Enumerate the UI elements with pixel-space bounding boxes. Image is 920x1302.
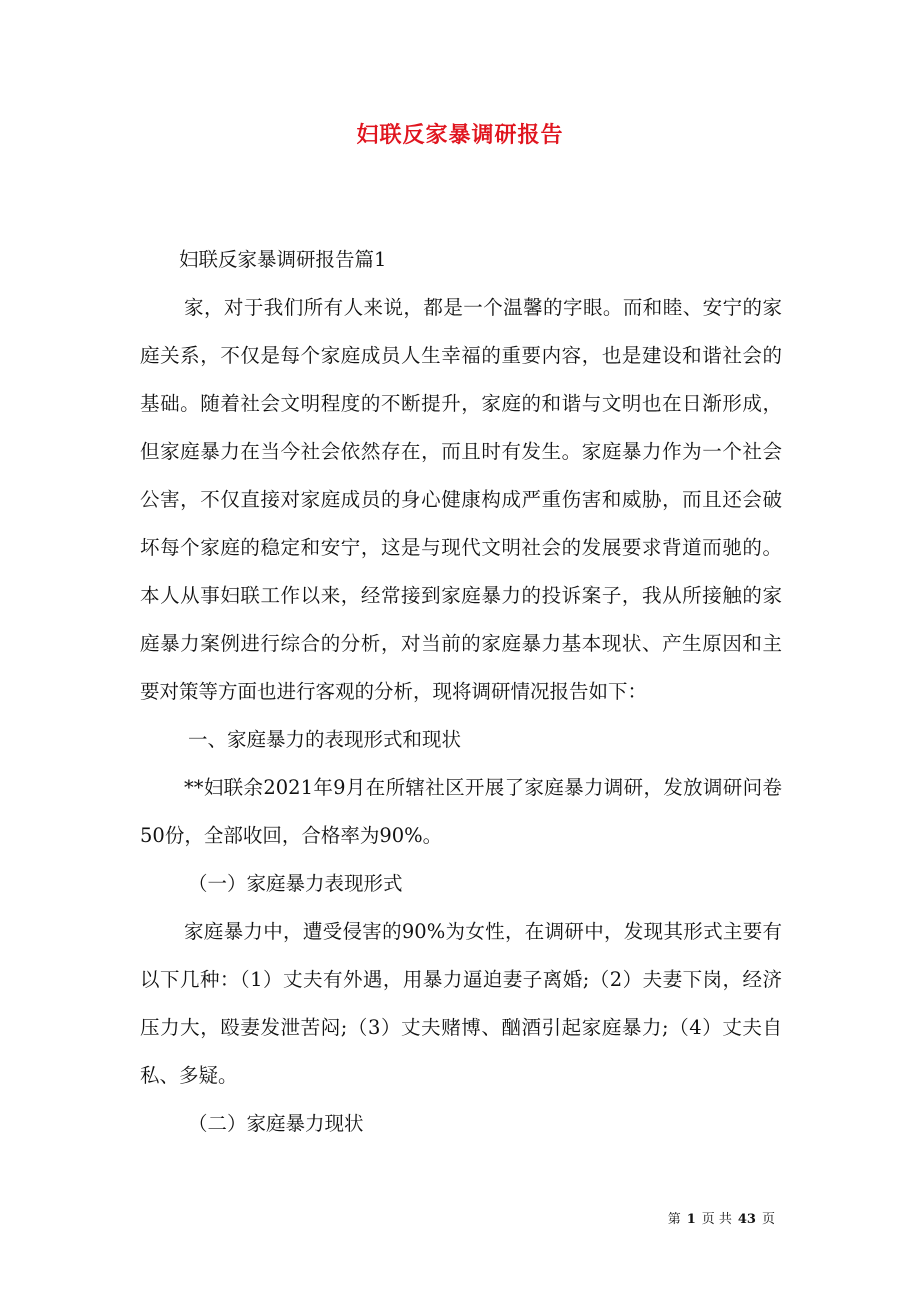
subsection-heading-2: （二）家庭暴力现状 (188, 1112, 364, 1135)
document-title: 妇联反家暴调研报告 (356, 122, 564, 148)
footer-page-number: 1 (686, 1212, 696, 1227)
section-heading-1: 一、家庭暴力的表现形式和现状 (188, 728, 462, 751)
document-body (140, 236, 782, 1148)
forms-paragraph: 家庭暴力中，遭受侵害的90%为女性，在调研中，发现其形式主要有以下几种：（1）丈夫有外遇，用暴力逼迫妻子离婚;（2）夫妻下岗，经济压力大，殴妻发泄苦闷;（3）丈夫赌博、酗酒引起家庭暴力;（4）丈夫自私、多疑。 (140, 920, 782, 1087)
footer-middle: 页 共 (701, 1212, 732, 1227)
intro-paragraph: 家，对于我们所有人来说，都是一个温馨的字眼。而和睦、安宁的家庭关系，不仅是每个家庭成员人生幸福的重要内容，也是建设和谐社会的基础。随着社会文明程度的不断提升，家庭的和谐与文明也在日渐形成，但家庭暴力在当今社会依然存在，而且时有发生。家庭暴力作为一个社会公害，不仅直接对家庭成员的身心健康构成严重伤害和威胁，而且还会破坏每个家庭的稳定和安宁，这是与现代文明社会的发展要求背道而驰的。本人从事妇联工作以来，经常接到家庭暴力的投诉案子，我从所接触的家庭暴力案例进行综合的分析，对当前的家庭暴力基本现状、产生原因和主要对策等方面也进行客观的分析，现将调研情况报告如下： (140, 296, 782, 703)
footer-prefix: 第 (667, 1212, 681, 1227)
page-footer (665, 1208, 778, 1227)
report-subheading: 妇联反家暴调研报告篇1 (179, 248, 387, 271)
subsection-heading-1: （一）家庭暴力表现形式 (188, 872, 403, 895)
footer-suffix: 页 (761, 1212, 775, 1227)
survey-paragraph: **妇联余2021年9月在所辖社区开展了家庭暴力调研，发放调研问卷50份，全部收回，合格率为90%。 (140, 776, 782, 847)
footer-total-pages: 43 (737, 1212, 756, 1227)
